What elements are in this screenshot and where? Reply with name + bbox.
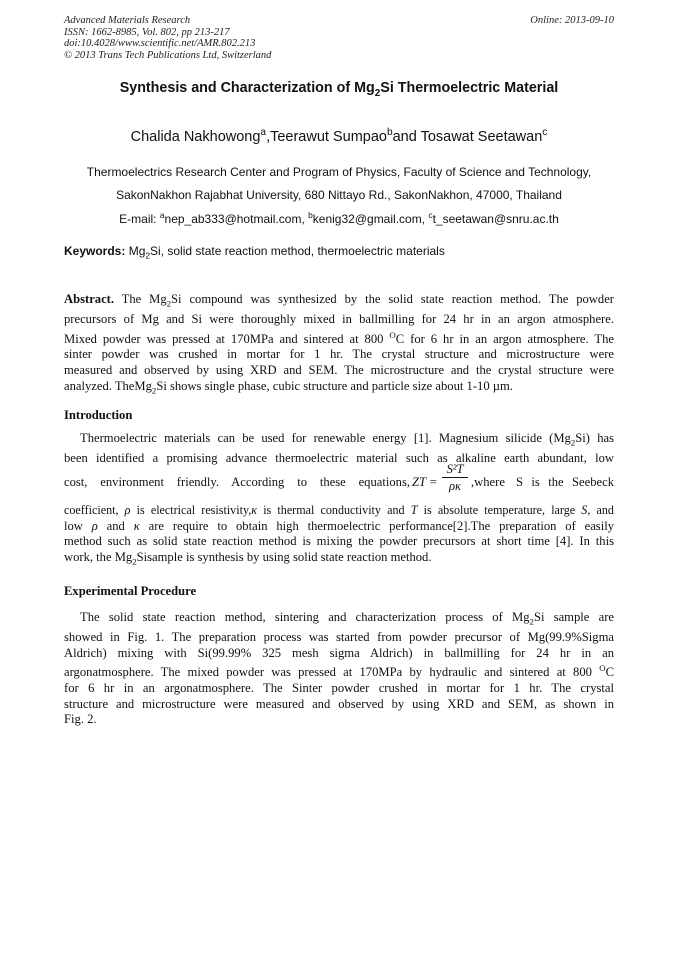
- fraction-bar: [442, 477, 468, 478]
- abstract-text: The Mg: [114, 292, 167, 306]
- email-b[interactable]: kenig32@gmail.com,: [312, 212, 429, 226]
- intro-text: S is the Seebeck: [516, 475, 614, 489]
- author-3: and Tosawat Seetawan: [392, 128, 543, 145]
- abstract-label: Abstract.: [64, 292, 115, 306]
- keywords: [64, 244, 614, 260]
- equation-fraction: [442, 462, 468, 493]
- intro-text: are require to obtain high thermoelectric performance[2].The preparation of easily: [139, 518, 614, 533]
- intro-text: Sisample is synthesis by using solid state reaction method.: [136, 549, 432, 564]
- email-c-mark: c: [428, 210, 433, 220]
- abstract-line: precursors of Mg and Si were thoroughly mixed in ballmilling for 24 hr in an argon atmosphere.: [64, 312, 614, 327]
- degree-mark: O: [389, 329, 396, 340]
- author-2: ,Teerawut Sumpao: [266, 128, 387, 145]
- intro-line: [64, 519, 614, 535]
- introduction-paragraph-cont: [64, 503, 614, 570]
- equation-denominator: ρκ: [448, 479, 462, 493]
- title-text: Synthesis and Characterization of Mg: [119, 80, 375, 96]
- author-3-mark: c: [542, 127, 548, 138]
- intro-text: work, the Mg: [64, 549, 133, 564]
- abstract-text: analyzed. TheMg: [64, 378, 152, 393]
- abstract-text: C for 6 hr in an argon atmosphere. The: [395, 331, 614, 346]
- email-a[interactable]: nep_ab333@hotmail.com,: [164, 212, 309, 226]
- author-1-mark: a: [260, 127, 267, 138]
- abstract: [64, 292, 614, 399]
- issn-line: ISSN: 1662-8985, Vol. 802, pp 213-217: [64, 26, 230, 38]
- section-heading-introduction: Introduction: [64, 408, 133, 422]
- intro-line: method such as solid state reaction method is mixing the powder precursors at short time [4]. In this: [64, 534, 614, 549]
- exp-text: The solid state reaction method, sintering and characterization process of Mg: [80, 610, 530, 624]
- doi-line: doi:10.4028/www.scientific.net/AMR.802.213: [64, 38, 256, 49]
- abstract-line: [64, 292, 614, 312]
- exp-line: structure and microstructure were measured and observed by using XRD and SEM, as shown in: [64, 696, 614, 711]
- intro-line: [64, 503, 614, 519]
- email-label: E-mail:: [119, 212, 160, 226]
- experimental-paragraph: [64, 610, 614, 728]
- keywords-text: Mg: [125, 244, 146, 258]
- exp-line: Fig. 2.: [64, 712, 97, 727]
- author-1: Chalida Nakhowong: [130, 128, 261, 145]
- subscript: 2: [529, 616, 534, 627]
- affiliation-line-1: Thermoelectrics Research Center and Program of Physics, Faculty of Science and Technology,: [86, 165, 592, 179]
- email-a-mark: a: [159, 210, 165, 220]
- keywords-subscript: 2: [145, 250, 151, 261]
- intro-text: Si) has: [575, 431, 614, 445]
- abstract-text: Mixed powder was pressed at 170MPa and sintered at 800: [64, 331, 390, 346]
- subscript: 2: [570, 437, 576, 448]
- email-line: [40, 210, 638, 226]
- equation-line: [64, 462, 614, 502]
- kappa-symbol: κ: [251, 503, 258, 517]
- rho-symbol: ρ: [124, 503, 131, 517]
- author-2-mark: b: [386, 127, 393, 138]
- zt-symbol: ZT =: [412, 475, 438, 489]
- intro-text: Thermoelectric materials can be used for renewable energy [1]. Magnesium silicide (Mg: [80, 431, 571, 445]
- intro-text: is electrical resistivity,: [130, 503, 252, 517]
- intro-text: cost, environment friendly. According to these equations,: [64, 475, 410, 489]
- email-c[interactable]: t_seetawan@snru.ac.th: [432, 212, 559, 226]
- intro-text: coefficient,: [64, 503, 125, 517]
- exp-text: C: [605, 665, 614, 680]
- subscript: 2: [132, 556, 137, 567]
- abstract-line: sinter powder was crushed in mortar for 1 hr. The crystal structure and microstructure were: [64, 347, 614, 362]
- keywords-text-end: Si, solid state reaction method, thermoelectric materials: [150, 244, 445, 258]
- keywords-label: Keywords:: [64, 244, 126, 258]
- author-list: [40, 127, 638, 145]
- title-subscript: 2: [374, 87, 381, 99]
- affiliation-line-2: SakonNakhon Rajabhat University, 680 Nittayo Rd., SakonNakhon, 47000, Thailand: [116, 188, 562, 202]
- intro-line: [64, 550, 614, 570]
- journal-name: Advanced Materials Research: [64, 15, 191, 26]
- subscript: 2: [151, 385, 157, 396]
- journal-header: [64, 15, 271, 61]
- s-symbol: S: [581, 503, 588, 517]
- exp-line: showed in Fig. 1. The preparation process was started from powder precursor of Mg(99.9%Sigma: [64, 630, 614, 645]
- intro-line: been identified a promising advance thermoelectric material such as alkaline earth abundant, low: [64, 451, 614, 466]
- intro-text: , and: [587, 503, 614, 517]
- email-b-mark: b: [308, 210, 313, 220]
- t-symbol: T: [410, 503, 418, 517]
- title-text-end: Si Thermoelectric Material: [380, 80, 559, 96]
- copyright-line: © 2013 Trans Tech Publications Ltd, Switzerland: [64, 49, 272, 61]
- abstract-line: [64, 379, 614, 399]
- equation-numerator: S²T: [446, 462, 464, 476]
- intro-text: is thermal conductivity and: [257, 503, 411, 517]
- exp-line: for 6 hr in an argonatmosphere. The Sinter powder crushed in mortar for 1 hr. The crystal: [64, 681, 614, 696]
- kappa-symbol: κ: [133, 518, 140, 533]
- abstract-line: measured and observed by using XRD and SEM. The microstructure and the crystal structure were: [64, 363, 614, 378]
- intro-text: is absolute temperature, large: [417, 503, 582, 517]
- subscript: 2: [166, 298, 172, 309]
- section-heading-experimental: Experimental Procedure: [64, 584, 197, 598]
- intro-text: low: [64, 518, 92, 533]
- degree-mark: O: [599, 663, 606, 674]
- exp-text: argonatmosphere. The mixed powder was pressed at 170MPa by hydraulic and sintered at 800: [64, 665, 600, 680]
- abstract-text: Si compound was synthesized by the solid state reaction method. The powder: [171, 292, 614, 306]
- rho-symbol: ρ: [91, 518, 98, 533]
- intro-text: and: [97, 518, 134, 533]
- exp-line: [64, 610, 614, 630]
- online-date: Online: 2013-09-10: [530, 15, 614, 26]
- paper-title: [40, 80, 638, 99]
- abstract-line: [64, 328, 614, 348]
- exp-line: Aldrich) mixing with Si(99.99% 325 mesh sigma Aldrich) in ballmilling for 24 hr in an: [64, 645, 614, 660]
- exp-text: Si sample are: [533, 610, 614, 624]
- intro-line: [64, 431, 614, 451]
- equation-lhs: [412, 475, 437, 490]
- abstract-text: Si shows single phase, cubic structure and particle size about 1-10 µm.: [156, 378, 513, 393]
- exp-line: [64, 661, 614, 681]
- intro-text: ,where: [471, 475, 505, 489]
